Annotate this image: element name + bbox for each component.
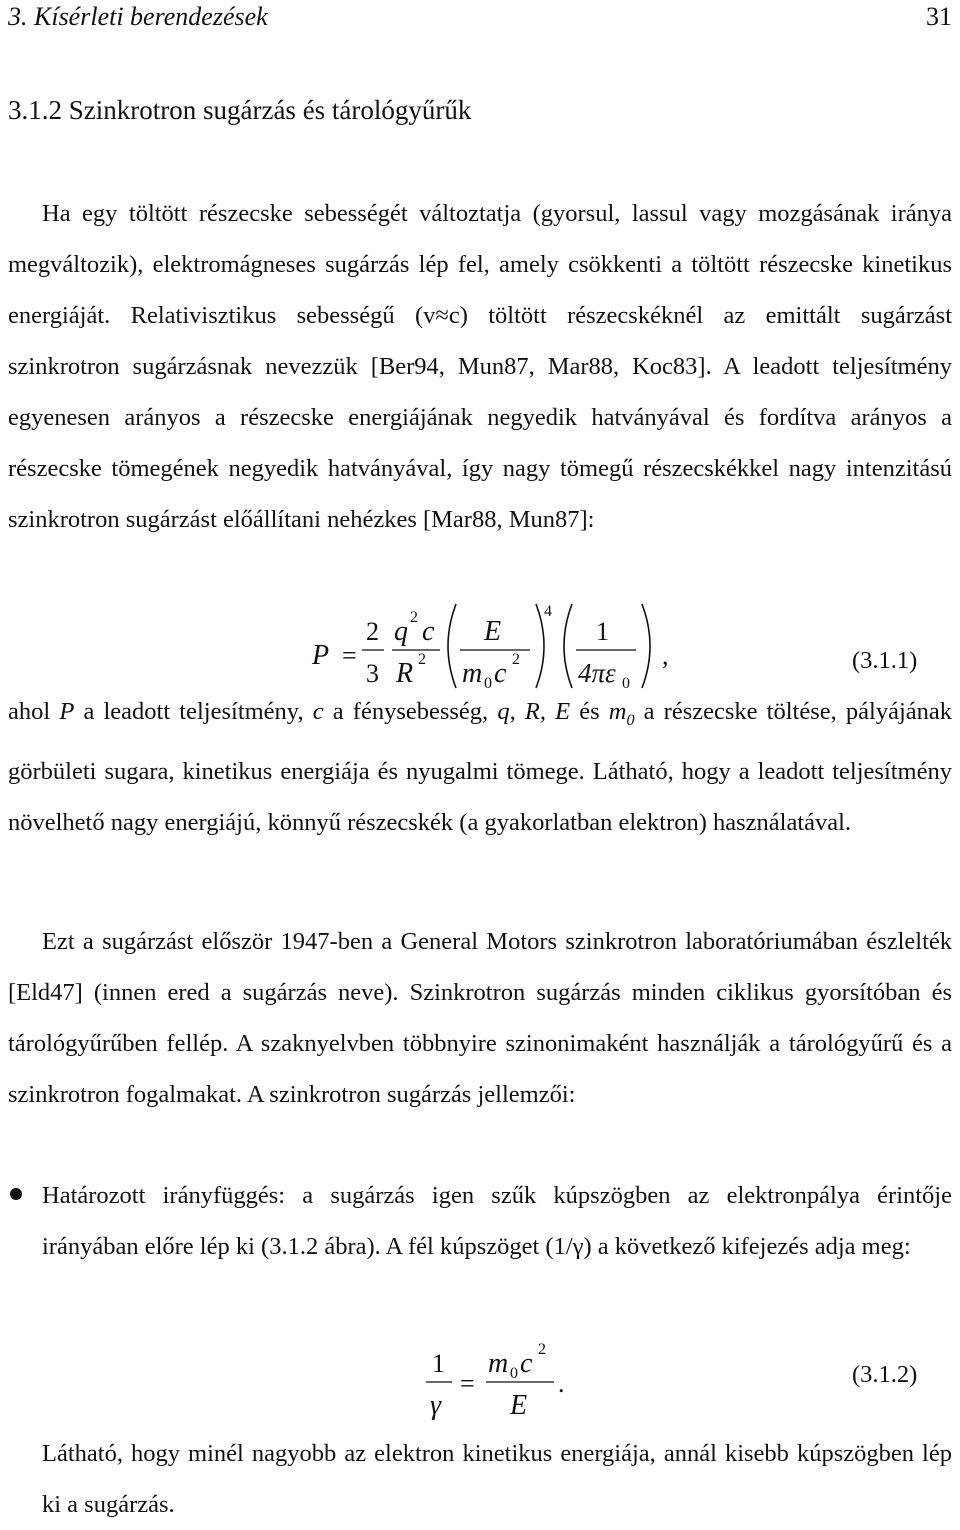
p2-var-m-sub: 0 xyxy=(626,711,635,729)
equation-power xyxy=(300,596,860,692)
p2-text-d: a fénysebesség, xyxy=(323,698,498,725)
eq1-frac4-den-sub: 0 xyxy=(622,675,630,692)
eq1-frac3-c-exp: 2 xyxy=(512,651,520,668)
eq1-frac2-q-exp: 2 xyxy=(410,609,418,626)
bullet-text: Határozott irányfüggés: a sugárzás igen szűk kúpszögben az elektronpálya érintője irányában előre lép ki (3.1.2 ábra). A fél kúpszöget (1/γ) a következő kifejezés adja meg: xyxy=(42,1182,952,1260)
p2-text-b: a leadott teljesítmény, xyxy=(74,698,313,725)
eq1-frac3-c: c xyxy=(494,658,507,689)
eq1-frac2-R-exp: 2 xyxy=(418,651,426,668)
p2-text-f: a részecske töltése, pályájának görbületi sugara, kinetikus energiája és nyugalmi tömege. Látható, hogy a leadott teljesítmény növelhető nagy energiájú, könnyű részecskék (a gyakorlatban elektron) használatával. xyxy=(8,698,953,836)
eq1-frac3-m: m xyxy=(462,658,483,689)
eq1-frac2-q: q xyxy=(394,616,408,647)
p2-var-P: P xyxy=(59,698,75,725)
chapter-title: 3. Kísérleti berendezések xyxy=(8,2,268,31)
eq1-paren2-right xyxy=(642,604,650,688)
eq1-paren1-left xyxy=(448,604,456,688)
eq2-trailing-period: . xyxy=(558,1369,565,1398)
eq1-frac1-num: 2 xyxy=(366,617,379,646)
eq1-paren1-exp: 4 xyxy=(544,603,552,620)
section-heading: 3.1.2 Szinkrotron sugárzás és tárológyűrűk xyxy=(8,95,472,125)
paragraph-variables xyxy=(8,686,952,848)
p2-var-c: c xyxy=(312,698,324,725)
p2-var-m: m xyxy=(608,698,627,725)
eq1-trailing-comma: , xyxy=(662,641,669,670)
eq2-rhs-den: E xyxy=(510,1390,528,1421)
eq1-equals: = xyxy=(342,641,357,670)
equation-number-3-1-2: (3.1.2) xyxy=(852,1361,918,1388)
eq2-rhs-m: m xyxy=(488,1348,509,1379)
eq1-lhs: P xyxy=(312,640,330,671)
paragraph-history: Ezt a sugárzást először 1947-ben a General Motors szinkrotron laboratóriumában észlelték [Eld47] (innen ered a sugárzás neve). Szinkrotron sugárzás minden ciklikus gyorsítóban és tárológyűrűben fellép. A szaknyelvben többnyire szinonimaként használják a tárológyűrű és a szinkrotron fogalmakat. A szinkrotron sugárzás jellemzői: xyxy=(8,928,952,1108)
eq1-paren1-right xyxy=(536,604,544,688)
eq2-rhs-m-sub: 0 xyxy=(510,1365,518,1382)
eq2-lhs-num: 1 xyxy=(432,1349,445,1378)
eq1-frac3-E: E xyxy=(484,616,502,647)
p2-text-e: és xyxy=(570,698,609,725)
eq1-frac1-den: 3 xyxy=(366,659,379,688)
paragraph-conclusion: Látható, hogy minél nagyobb az elektron kinetikus energiája, annál kisebb kúpszögben lép ki a sugárzás. xyxy=(42,1440,952,1518)
eq1-frac2-c: c xyxy=(422,616,435,647)
eq1-frac2-R: R xyxy=(396,658,414,689)
eq2-rhs-c-exp: 2 xyxy=(538,1341,546,1358)
p2-text-a: ahol xyxy=(8,698,60,725)
bullet-icon xyxy=(10,1188,22,1200)
eq2-lhs-den: γ xyxy=(430,1390,442,1421)
equation-cone-angle xyxy=(422,1332,622,1432)
eq1-frac4-den: 4πε xyxy=(578,658,616,688)
paragraph-intro: Ha egy töltött részecske sebességét változtatja (gyorsul, lassul vagy mozgásának iránya megváltozik), elektromágneses sugárzás lép fel, amely csökkenti a töltött részecske kinetikus energiáját. Relativisztikus sebességű (v≈c) töltött részecskéknél az emittált sugárzást szinkrotron sugárzásnak nevezzük [Ber94, Mun87, Mar88, Koc83]. A leadott teljesítmény egyenesen arányos a részecske energiájának negyedik hatványával és fordítva arányos a részecske tömegének negyedik hatványával, így nagy tömegű részecskékkel nagy intenzitású szinkrotron sugárzást előállítani nehézkes [Mar88, Mun87]: xyxy=(8,200,952,533)
eq2-equals: = xyxy=(460,1369,475,1398)
equation-number-3-1-1: (3.1.1) xyxy=(852,647,918,674)
eq1-paren2-left xyxy=(564,604,572,688)
eq1-frac4-num: 1 xyxy=(596,617,609,646)
eq1-frac3-m-sub: 0 xyxy=(484,675,492,692)
page-number: 31 xyxy=(926,2,952,31)
p2-vars-qRE: q, R, E xyxy=(497,698,571,725)
running-header xyxy=(8,0,952,34)
eq2-rhs-c: c xyxy=(520,1348,533,1379)
